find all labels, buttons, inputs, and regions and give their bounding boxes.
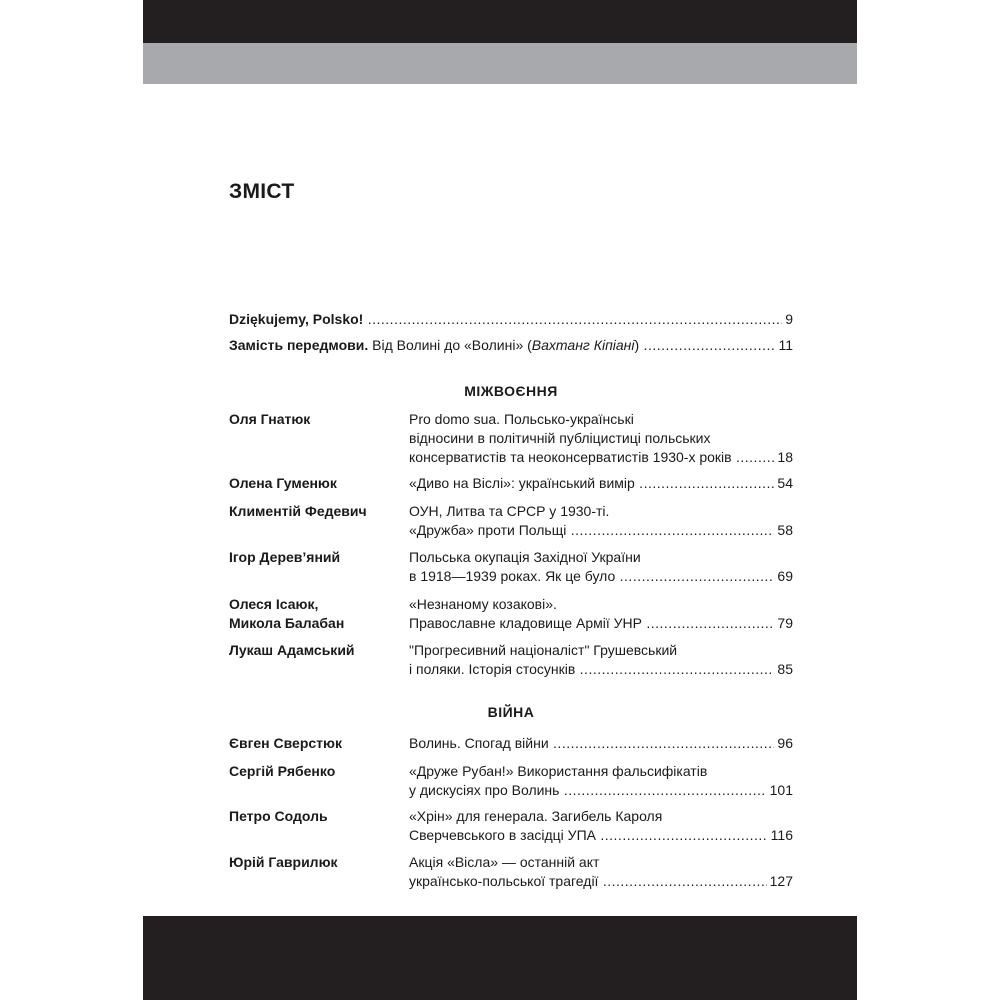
page-number: 11 [778, 337, 793, 353]
entry-author: Юрій Гаврилюк [229, 854, 338, 870]
footer-dark-band [143, 916, 857, 1000]
front-entry-author: Вахтанг Кіпіані [531, 337, 635, 353]
entry-author: Олена Гуменюк [229, 475, 337, 491]
page-number: 127 [769, 873, 793, 889]
entry-title: «Друже Рубан!» Використання фальсифікатів у дискусіях про Волинь ..... 101 [409, 762, 793, 800]
toc-heading: ЗМІСТ [229, 180, 295, 203]
page-number: 116 [770, 827, 793, 843]
page-number: 54 [777, 475, 793, 491]
front-entry-subtitle: Від Волині до «Волині» ( [368, 337, 532, 353]
entry-title: Польська окупація Західної України в 1918—1939 роках. Як це було ..... 69 [409, 548, 793, 586]
page-number: 79 [777, 615, 793, 631]
section-heading: ВІЙНА [487, 704, 535, 720]
entry-title: "Прогресивний націоналіст" Грушевський і поляки. Історія стосунків ..... 85 [409, 641, 793, 679]
page-number: 69 [777, 568, 793, 584]
page-number: 96 [777, 735, 793, 751]
page-number: 18 [777, 449, 793, 465]
entry-author: Оля Гнатюк [229, 411, 311, 427]
front-entry-closing: ) [634, 337, 640, 353]
page-number: 85 [777, 661, 793, 677]
entry-author: Сергій Рябенко [229, 763, 336, 779]
book-page [143, 0, 857, 1000]
front-entry-title: Замість передмови. [229, 337, 369, 353]
entry-title: «Хрін» для генерала. Загибель Кароля Сверчевського в засідці УПА ..... 116 [409, 807, 793, 845]
header-dark-band [143, 0, 857, 43]
entry-title: «Незнаному козакові». Православне кладовище Армії УНР ..... 79 [409, 595, 793, 633]
header-gray-band [143, 43, 857, 84]
front-entry-title: Dziękujemy, Polsko! [229, 311, 364, 327]
entry-author: Климентій Федевич [229, 503, 367, 519]
toc-front-entry [229, 336, 793, 355]
entry-title: Волинь. Спогад війни ..... 96 [409, 734, 793, 753]
entry-author: Петро Содоль [229, 808, 328, 824]
entry-title: «Диво на Віслі»: український вимір ..... 54 [409, 474, 793, 493]
entry-title: Акція «Вісла» — останній акт українсько-польської трагедії ..... 127 [409, 853, 793, 891]
page-number: 58 [777, 522, 793, 538]
page-number: 9 [785, 311, 793, 327]
entry-author: Ігор Дерев’яний [229, 549, 341, 565]
page-number: 101 [769, 782, 793, 798]
entry-author: Олеся Ісаюк, Микола Балабан [229, 596, 345, 631]
toc-front-entry [229, 310, 793, 329]
entry-author: Лукаш Адамський [229, 642, 355, 658]
entry-title: ОУН, Литва та СРСР у 1930-ті. «Дружба» проти Польщі ..... 58 [409, 502, 793, 540]
section-heading: МІЖВОЄННЯ [464, 383, 558, 399]
entry-title: Pro domo sua. Польсько-українські відносини в політичній публіцистиці польських консерватистів та неоконсерватистів 1930-х років ..... 18 [409, 410, 793, 467]
entry-author: Євген Сверстюк [229, 735, 343, 751]
